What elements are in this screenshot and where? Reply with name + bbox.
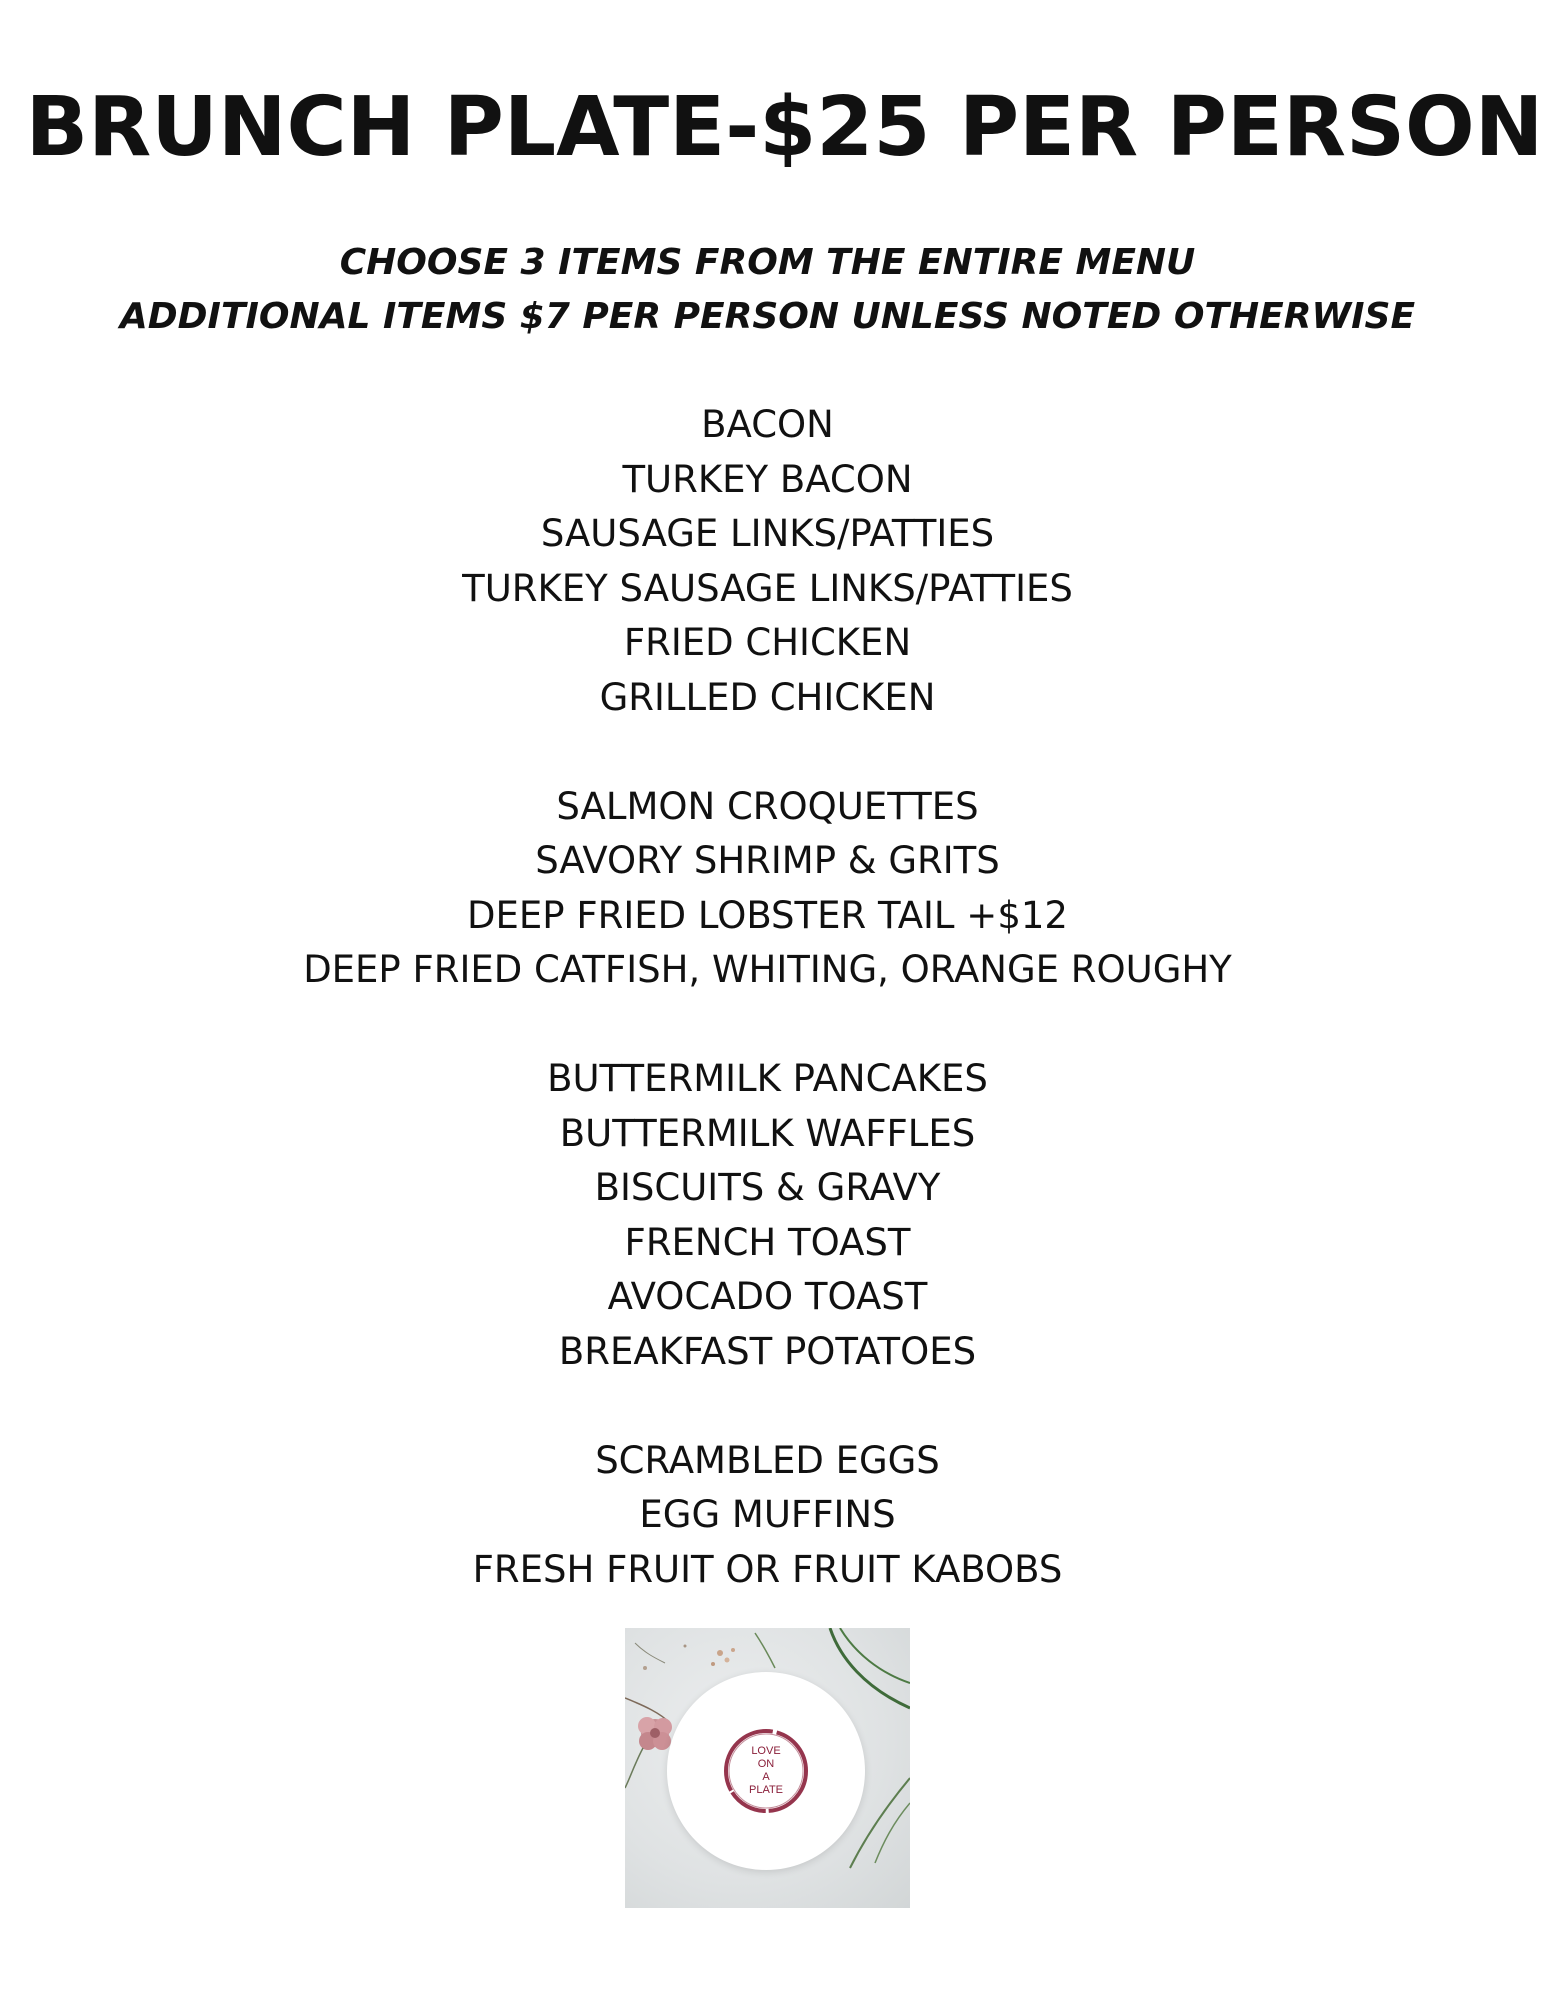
- menu-item: TURKEY SAUSAGE LINKS/PATTIES: [462, 566, 1073, 610]
- menu-item: SAVORY SHRIMP & GRITS: [535, 839, 1000, 882]
- subtitle-line-2: ADDITIONAL ITEMS $7 PER PERSON UNLESS NOTED OTHERWISE: [119, 296, 1416, 337]
- menu-item: BUTTERMILK WAFFLES: [559, 1111, 976, 1155]
- menu-item: BACON: [701, 403, 834, 446]
- subtitle: [0, 236, 1545, 344]
- menu-group-meats: [0, 398, 1535, 725]
- menu-group-seafood: [0, 780, 1535, 998]
- menu-item: TURKEY BACON: [622, 457, 913, 501]
- logo-stamp: [718, 1723, 814, 1819]
- menu-item: FRENCH TOAST: [624, 1220, 911, 1264]
- menu-list: [0, 398, 1545, 1652]
- menu-item: FRIED CHICKEN: [623, 621, 912, 664]
- menu-item: EGG MUFFINS: [639, 1493, 896, 1536]
- plate: [667, 1672, 865, 1870]
- logo-photo: [625, 1628, 910, 1908]
- menu-item: BUTTERMILK PANCAKES: [547, 1057, 988, 1100]
- menu-item: DEEP FRIED LOBSTER TAIL +$12: [467, 893, 1068, 937]
- page-title: BRUNCH PLATE-$25 PER PERSON: [25, 80, 1544, 175]
- menu-item: BISCUITS & GRAVY: [594, 1166, 941, 1209]
- subtitle-line-1: CHOOSE 3 ITEMS FROM THE ENTIRE MENU: [339, 242, 1196, 283]
- menu-item: FRESH FRUIT OR FRUIT KABOBS: [472, 1547, 1063, 1591]
- menu-item: SCRAMBLED EGGS: [595, 1438, 940, 1482]
- menu-item: SALMON CROQUETTES: [556, 784, 979, 828]
- menu-group-breads: [0, 1052, 1535, 1379]
- menu-item: BREAKFAST POTATOES: [558, 1329, 977, 1373]
- menu-item: GRILLED CHICKEN: [599, 675, 936, 719]
- logo-text: [718, 1745, 814, 1797]
- logo-line-3: A: [762, 1771, 770, 1783]
- menu-item: SAUSAGE LINKS/PATTIES: [540, 512, 995, 555]
- menu-group-sides: [0, 1434, 1535, 1598]
- logo-line-4: PLATE: [748, 1784, 784, 1796]
- menu-item: AVOCADO TOAST: [607, 1275, 928, 1318]
- logo-line-2: ON: [757, 1758, 775, 1770]
- menu-item: DEEP FRIED CATFISH, WHITING, ORANGE ROUGHY: [303, 948, 1232, 991]
- logo-line-1: LOVE: [751, 1745, 781, 1757]
